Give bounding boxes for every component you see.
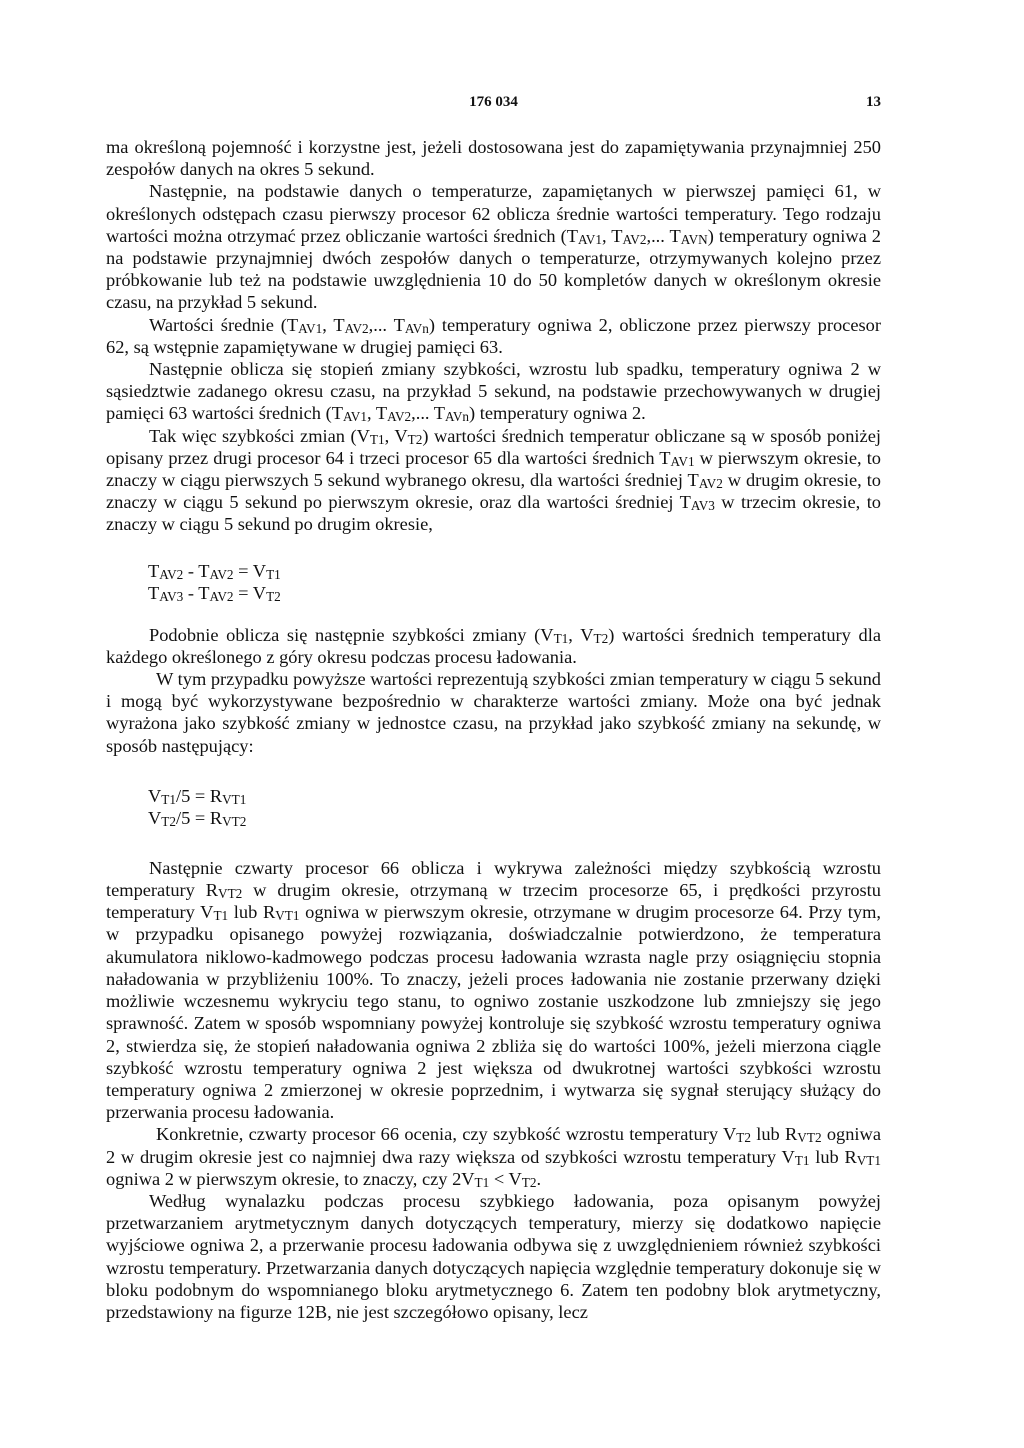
subscript: AV2 — [209, 588, 234, 604]
subscript: T2 — [266, 588, 281, 604]
subscript: T2 — [736, 1130, 751, 1146]
paragraph: Podobnie oblicza się następnie szybkości zmiany ($V_{T1}$, $V_{T2}$) wartości średnich temperatury dla każdego określonego z góry okresu podczas procesu ładowania. — [106, 624, 881, 667]
subscript: T1 — [553, 630, 569, 646]
subscript: AV2 — [344, 320, 369, 336]
subscript: VT1 — [856, 1152, 881, 1168]
subscript: AV2 — [159, 566, 184, 582]
equation: $T_{AV2} - T_{AV2} = V_{T1}$ — [148, 560, 281, 582]
paragraph: ma określoną pojemność i korzystne jest, jeżeli dostosowana jest do zapamiętywania przynajmniej 250 zespołów danych na okres 5 sekund. — [106, 137, 881, 180]
subscript: AV1 — [670, 453, 695, 469]
page-number: 13 — [866, 94, 881, 110]
equation-block — [148, 560, 881, 604]
subscript: T1 — [474, 1174, 490, 1190]
equation: $V_{T1}/5 = R_{VT1}$ — [148, 785, 247, 807]
subscript: AVn — [445, 409, 470, 425]
paragraph: Wartości średnie ($T_{AV1}$, $T_{AV2}$,... $T_{AVn}$) temperatury ogniwa 2, obliczone przez pierwszy procesor 62, są wstępnie zapamiętywane w drugiej pamięci 63. — [106, 314, 881, 357]
subscript: VT1 — [222, 791, 247, 807]
subscript: AV3 — [159, 588, 184, 604]
subscript: VT2 — [218, 886, 243, 902]
paragraph: Następnie, na podstawie danych o temperaturze, zapamiętanych w pierwszej pamięci 61, w określonych odstępach czasu pierwszy procesor 62 oblicza średnie wartości temperatury. Tego rodzaju wartości można otrzymać przez obliczanie wartości średnich ($T_{AV1}$, $T_{AV2}$,... $T_{AVN}$) temperatury ogniwa 2 na podstawie przynajmniej dwóch zespołów danych o temperaturze, otrzymywanych kolejno przez próbkowanie lub też na podstawie uwzględnienia 10 do 50 kompletów danych w określonym okresie czasu, na przykład 5 sekund. — [106, 181, 881, 313]
subscript: AV3 — [690, 498, 715, 514]
subscript: T1 — [369, 431, 385, 447]
subscript: AV2 — [622, 231, 647, 247]
subscript: VT2 — [222, 813, 247, 829]
subscript: T1 — [266, 566, 281, 582]
subscript: T1 — [161, 791, 176, 807]
subscript: T2 — [593, 630, 609, 646]
subscript: AV2 — [698, 476, 723, 492]
subscript: AV1 — [342, 409, 367, 425]
equation-block — [148, 785, 881, 829]
paragraph: Według wynalazku podczas procesu szybkiego ładowania, poza opisanym powyżej przetwarzaniem arytmetycznym danych dotyczących temperatury, mierzy się dodatkowo napięcie wyjściowe ogniwa 2, a przerwanie procesu ładowania odbywa się z uwzględnieniem również szybkości wzrostu temperatury. Przetwarzania danych dotyczących napięcia względnie temperatury dokonuje się w bloku podobnym do wspomnianego bloku arytmetycznego 6. Zatem ten podobny blok arytmetyczny, przedstawiony na figurze 12B, nie jest szczegółowo opisany, lecz — [106, 1190, 881, 1322]
subscript: VT2 — [797, 1130, 822, 1146]
subscript: AVN — [680, 231, 708, 247]
subscript: AV1 — [298, 320, 323, 336]
page-body — [106, 136, 881, 1323]
paragraph: Konkretnie, czwarty procesor 66 ocenia, czy szybkość wzrostu temperatury $V_{T2}$ lub $R_{VT2}$ ogniwa 2 w drugim okresie jest co najmniej dwa razy większa od szybkości wzrostu temperatury $V_{T1}$ lub $R_{VT1}$ ogniwa 2 w pierwszym okresie, to znaczy, czy $2V_{T1} < V_{T2}$. — [106, 1124, 881, 1190]
subscript: AV1 — [577, 231, 602, 247]
paragraph: Następnie czwarty procesor 66 oblicza i wykrywa zależności między szybkością wzrostu temperatury $R_{VT2}$ w drugim okresie, otrzymaną w trzecim procesorze 65, i prędkości przyrostu temperatury $V_{T1}$ lub $R_{VT1}$ ogniwa w pierwszym okresie, otrzymane w drugim procesorze 64. Przy tym, w przypadku opisanego powyżej rozwiązania, doświadczalnie potwierdzono, że temperatura akumulatora niklowo-kadmowego podczas procesu ładowania wzrasta nagle przy osiągnięciu stopnia naładowania w przybliżeniu 100%. To znaczy, jeżeli proces ładowania nie zostanie przerwany dzięki możliwie wczesnemu wykryciu tego stanu, to ogniwo zostanie uszkodzone lub zmniejszy się jego sprawność. Zatem w sposób wspomniany powyżej kontroluje się szybkość wzrostu temperatury ogniwa 2, stwierdza się, że stopień naładowania ogniwa 2 zbliża się do wartości 100%, jeżeli mierzona ciągle szybkość wzrostu temperatury ogniwa 2 jest większa od dwukrotnej wartości szybkości wzrostu temperatury ogniwa 2 zmierzonej w okresie poprzednim, i wytwarza się sygnał sterujący służący do przerwania procesu ładowania. — [106, 857, 881, 1123]
subscript: T2 — [161, 813, 176, 829]
paragraph: W tym przypadku powyższe wartości reprezentują szybkości zmian temperatury w ciągu 5 sekund i mogą być wykorzystywane bezpośrednio w charakterze wartości zmiany. Może ona być jednak wyrażona jako szybkość zmiany w jednostce czasu, na przykład jako szybkość zmiany na sekundę, w sposób następujący: — [106, 669, 881, 756]
subscript: VT1 — [275, 908, 300, 924]
subscript: AVn — [404, 320, 429, 336]
subscript: AV2 — [387, 409, 412, 425]
paragraph: Następnie oblicza się stopień zmiany szybkości, wzrostu lub spadku, temperatury ogniwa 2 w sąsiedztwie zadanego okresu czasu, na przykład 5 sekund, na podstawie przechowywanych w drugiej pamięci 63 wartości średnich ($T_{AV1}$, $T_{AV2}$,... $T_{AVn}$) temperatury ogniwa 2. — [106, 359, 881, 425]
subscript: T2 — [407, 431, 423, 447]
subscript: T1 — [213, 908, 229, 924]
subscript: AV2 — [209, 566, 234, 582]
document-number: 176 034 — [469, 94, 518, 110]
equation: $T_{AV3} - T_{AV2} = V_{T2}$ — [148, 582, 281, 604]
equation: $V_{T2}/5 = R_{VT2}$ — [148, 807, 247, 829]
subscript: T1 — [794, 1152, 810, 1168]
subscript: T2 — [521, 1174, 537, 1190]
paragraph: Tak więc szybkości zmian ($V_{T1}$, $V_{T2}$) wartości średnich temperatur obliczane są w sposób poniżej opisany przez drugi procesor 64 i trzeci procesor 65 dla wartości średnich $T_{AV1}$ w pierwszym okresie, to znaczy w ciągu pierwszych 5 sekund wybranego okresu, dla wartości średniej $T_{AV2}$ w drugim okresie, to znaczy w ciągu 5 sekund po pierwszym okresie, oraz dla wartości średniej $T_{AV3}$ w trzecim okresie, to znaczy w ciągu 5 sekund po drugim okresie, — [106, 425, 881, 535]
page-header — [106, 94, 881, 118]
